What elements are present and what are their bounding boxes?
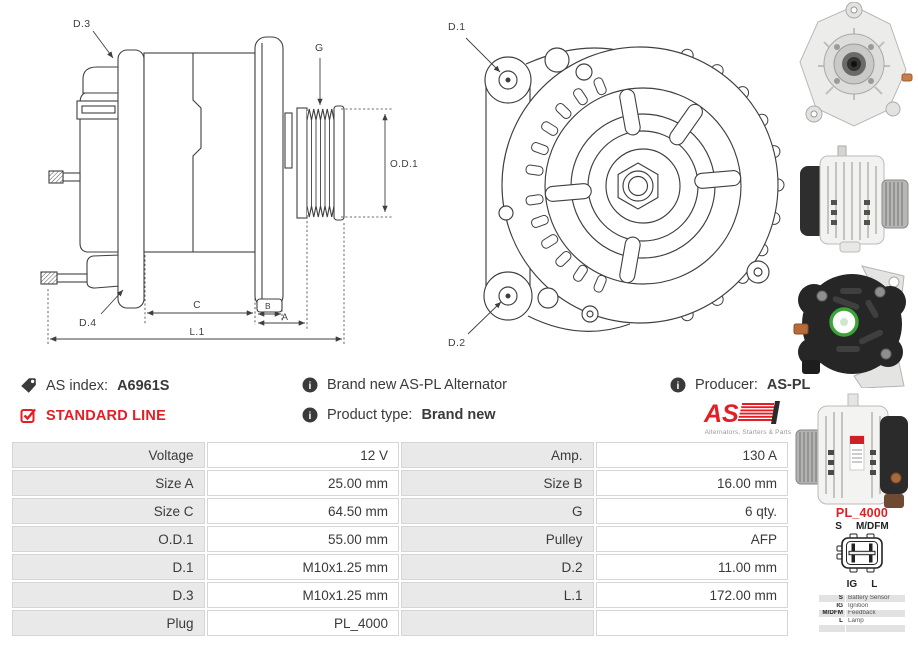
dim-label-d1: D.1 xyxy=(448,21,466,33)
alternator-side-photo-art xyxy=(792,138,916,258)
legend-desc: Lamp xyxy=(848,617,864,624)
info-icon xyxy=(302,377,318,393)
spec-value-cell: 64.50 mm xyxy=(207,498,400,524)
legend-desc xyxy=(846,625,905,632)
dim-label-d3: D.3 xyxy=(73,18,91,30)
table-row xyxy=(12,554,788,580)
plug-legend-table xyxy=(818,594,906,633)
dim-label-l1: L.1 xyxy=(189,327,205,338)
front-view-drawing xyxy=(430,0,795,368)
legend-pin: M/DFM xyxy=(819,610,845,617)
spec-value-cell: M10x1.25 mm xyxy=(207,554,400,580)
brand-new-text: Brand new AS-PL Alternator xyxy=(327,377,508,393)
producer-value: AS-PL xyxy=(766,377,811,393)
legend-desc: Battery Sensor xyxy=(846,595,905,602)
product-photo-front-view[interactable] xyxy=(792,2,916,134)
spec-value-cell: 172.00 mm xyxy=(596,582,789,608)
legend-pin xyxy=(819,625,845,632)
standard-line-row xyxy=(20,407,166,424)
svg-text:i: i xyxy=(308,410,312,422)
spec-value-cell: 130 A xyxy=(596,442,789,468)
table-row xyxy=(12,442,788,468)
legend-pin: L xyxy=(839,617,843,624)
legend-row xyxy=(819,625,905,632)
spec-label-cell: Amp. xyxy=(401,442,594,468)
alternator-rear-photo-art xyxy=(792,260,916,388)
plug-connector-drawing xyxy=(836,532,888,574)
side-view-drawing xyxy=(25,5,430,355)
as-index-value: A6961S xyxy=(117,377,170,394)
spec-value-cell: M10x1.25 mm xyxy=(207,582,400,608)
dim-label-g: G xyxy=(315,42,324,54)
svg-text:i: i xyxy=(308,380,312,392)
as-pl-logo-mark xyxy=(702,400,794,426)
plug-pin-ig: IG xyxy=(846,579,858,590)
legend-desc: Ignition xyxy=(848,602,869,609)
spec-label-cell: D.2 xyxy=(401,554,594,580)
dim-label-d2: D.2 xyxy=(448,337,466,349)
logo-as-text: AS xyxy=(704,400,739,426)
producer-row xyxy=(670,377,810,393)
legend-row xyxy=(819,603,905,610)
legend-pin: IG xyxy=(836,602,843,609)
spec-label-cell: L.1 xyxy=(401,582,594,608)
spec-value-cell: 12 V xyxy=(207,442,400,468)
info-icon xyxy=(670,377,686,393)
dim-label-a: A xyxy=(281,312,289,323)
spec-value-cell: 11.00 mm xyxy=(596,554,789,580)
product-type-label: Product type: xyxy=(327,407,413,423)
legend-row xyxy=(819,618,905,625)
legend-pin: S xyxy=(819,595,845,602)
as-index-row xyxy=(20,377,169,394)
table-row xyxy=(12,610,788,636)
plug-pin-s: S xyxy=(835,521,842,532)
as-pl-logo xyxy=(702,400,794,436)
legend-desc: Feedback xyxy=(846,610,905,617)
spec-value-cell: 16.00 mm xyxy=(596,470,789,496)
table-row xyxy=(12,498,788,524)
spec-label-cell: Size A xyxy=(12,470,205,496)
spec-label-cell: D.3 xyxy=(12,582,205,608)
spec-value-cell: AFP xyxy=(596,526,789,552)
info-icon xyxy=(302,407,318,423)
spec-label-cell: D.1 xyxy=(12,554,205,580)
spec-value-cell: 25.00 mm xyxy=(207,470,400,496)
plug-bottom-pins xyxy=(810,579,914,590)
table-row xyxy=(12,526,788,552)
plug-pin-l: L xyxy=(871,579,878,590)
brand-new-row xyxy=(302,377,507,393)
spec-label-cell xyxy=(401,610,594,636)
spec-value-cell: PL_4000 xyxy=(207,610,400,636)
product-photo-side-pulley-right[interactable] xyxy=(792,138,916,258)
spec-label-cell: Plug xyxy=(12,610,205,636)
product-photo-side-pulley-left[interactable] xyxy=(792,392,916,514)
plug-diagram xyxy=(810,506,914,633)
logo-subtext: Alternators, Starters & Parts xyxy=(704,429,792,436)
legend-row xyxy=(819,610,905,617)
spec-value-cell xyxy=(596,610,789,636)
dim-label-d4: D.4 xyxy=(79,317,97,329)
spec-label-cell: O.D.1 xyxy=(12,526,205,552)
svg-text:i: i xyxy=(676,380,680,392)
standard-line-text: STANDARD LINE xyxy=(46,407,166,424)
plug-pin-mdfm: M/DFM xyxy=(855,521,889,532)
dim-label-b: B xyxy=(264,301,272,311)
alternator-front-photo-art xyxy=(792,2,916,134)
spec-label-cell: Size B xyxy=(401,470,594,496)
alternator-front-outline xyxy=(484,47,784,331)
product-photo-rear-view[interactable] xyxy=(792,260,916,388)
producer-label: Producer: xyxy=(695,377,758,393)
spec-table xyxy=(10,440,790,638)
spec-label-cell: Pulley xyxy=(401,526,594,552)
spec-value-cell: 55.00 mm xyxy=(207,526,400,552)
spec-label-cell: G xyxy=(401,498,594,524)
spec-label-cell: Voltage xyxy=(12,442,205,468)
plug-top-pins xyxy=(810,521,914,532)
spec-label-cell: Size C xyxy=(12,498,205,524)
checkbox-checked-icon xyxy=(20,407,37,424)
legend-row xyxy=(819,595,905,602)
spec-value-cell: 6 qty. xyxy=(596,498,789,524)
plug-name: PL_4000 xyxy=(835,506,889,520)
tag-icon xyxy=(20,377,37,394)
as-index-label: AS index: xyxy=(46,377,109,394)
dim-label-c: C xyxy=(193,300,201,311)
dim-label-od1: O.D.1 xyxy=(390,159,419,170)
product-type-value: Brand new xyxy=(421,407,496,423)
alternator-side2-photo-art xyxy=(792,392,916,514)
table-row xyxy=(12,582,788,608)
alternator-side-outline xyxy=(41,37,344,312)
product-type-row xyxy=(302,407,496,423)
table-row xyxy=(12,470,788,496)
